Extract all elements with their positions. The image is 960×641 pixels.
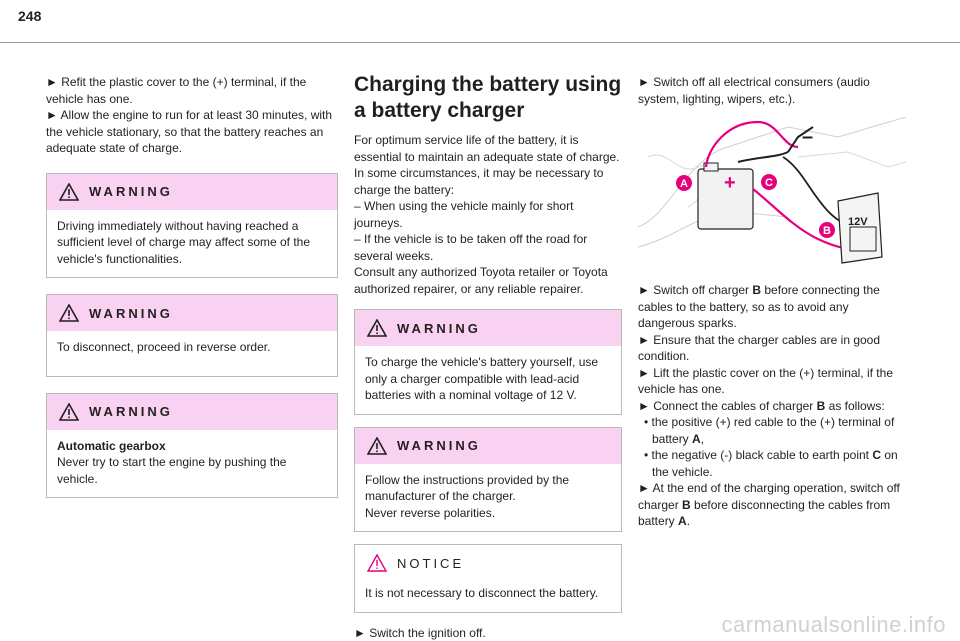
warning-header <box>47 394 337 430</box>
callout-b-label: B <box>823 225 831 237</box>
warning-triangle-icon <box>59 304 79 322</box>
list-item-negative-cable: • the negative (-) black cable to earth point C on the vehicle. <box>638 447 906 480</box>
warning-box-automatic-gearbox <box>46 393 338 499</box>
warning-triangle-icon <box>59 183 79 201</box>
column-left <box>46 74 338 498</box>
instruction-check-cables: ► Ensure that the charger cables are in good condition. <box>638 332 906 365</box>
list-item-positive-cable: • the positive (+) red cable to the (+) terminal of battery A, <box>638 414 906 447</box>
paragraph-consult: Consult any authorized Toyota retailer or Toyota authorized repairer, or any reliable repairer. <box>354 264 622 297</box>
warning-header <box>47 174 337 210</box>
warning-triangle-icon <box>367 319 387 337</box>
warning-body <box>47 430 337 498</box>
instruction-run-engine: ► Allow the engine to run for at least 30 minutes, with the vehicle stationary, so that the battery reaches an adequate state of charge. <box>46 107 338 157</box>
warning-header <box>355 428 621 464</box>
section-title: Charging the battery using a battery charger <box>354 72 622 124</box>
paragraph-service-life: For optimum service life of the battery, it is essential to maintain an adequate state of charge. <box>354 132 622 165</box>
charger-shape <box>838 193 882 263</box>
warning-label: WARNING <box>89 404 173 419</box>
notice-box <box>354 544 622 613</box>
warning-box-polarities <box>354 427 622 533</box>
callout-a-label: A <box>680 178 688 190</box>
charger-voltage-label: 12V <box>848 216 868 228</box>
warning-heading: Automatic gearbox <box>57 439 166 453</box>
negative-terminal-mark: – <box>802 126 813 148</box>
instruction-switch-off-charger: ► Switch off charger B before connecting the cables to the battery, so as to avoid any dangerous sparks. <box>638 282 906 332</box>
battery-charger-illustration <box>638 117 906 267</box>
column-right <box>638 74 906 530</box>
warning-text: Driving immediately without having reached a sufficient level of charge may affect some of the vehicle's functionalities. <box>47 210 337 278</box>
page-number: 248 <box>18 8 41 24</box>
paragraph-circumstances: In some circumstances, it may be necessary to charge the battery: <box>354 165 622 198</box>
instruction-connect-cables: ► Connect the cables of charger B as follows: <box>638 398 906 415</box>
warning-text-polarities: Never reverse polarities. <box>365 506 495 520</box>
notice-label: NOTICE <box>397 556 464 571</box>
warning-text: To disconnect, proceed in reverse order. <box>47 331 337 376</box>
warning-text-follow: Follow the instructions provided by the manufacturer of the charger. <box>365 473 569 504</box>
list-item-short-journeys: – When using the vehicle mainly for short journeys. <box>354 198 622 231</box>
instruction-refit-cover: ► Refit the plastic cover to the (+) terminal, if the vehicle has one. <box>46 74 338 107</box>
warning-header <box>355 310 621 346</box>
warning-triangle-icon <box>59 403 79 421</box>
instruction-switch-off-consumers: ► Switch off all electrical consumers (audio system, lighting, wipers, etc.). <box>638 74 906 107</box>
warning-box-disconnect <box>46 294 338 377</box>
list-item-off-road: – If the vehicle is to be taken off the road for several weeks. <box>354 231 622 264</box>
warning-header <box>47 295 337 331</box>
warning-body <box>355 464 621 532</box>
warning-text: Never try to start the engine by pushing the vehicle. <box>57 455 286 486</box>
warning-box-charge-level <box>46 173 338 279</box>
callout-c-label: C <box>765 177 773 189</box>
warning-box-charger-compatible <box>354 309 622 415</box>
instruction-end-charging: ► At the end of the charging operation, switch off charger B before disconnecting the cables from battery A. <box>638 480 906 530</box>
instruction-lift-cover: ► Lift the plastic cover on the (+) terminal, if the vehicle has one. <box>638 365 906 398</box>
warning-label: WARNING <box>397 321 481 336</box>
notice-triangle-icon <box>367 554 387 572</box>
notice-text: It is not necessary to disconnect the battery. <box>355 581 621 612</box>
warning-label: WARNING <box>89 184 173 199</box>
warning-text: To charge the vehicle's battery yourself, use only a charger compatible with lead-acid batteries with a nominal voltage of 12 V. <box>355 346 621 414</box>
instruction-ignition-off: ► Switch the ignition off. <box>354 625 622 641</box>
header-rule <box>0 42 960 43</box>
notice-header <box>355 545 621 581</box>
watermark: carmanualsonline.info <box>721 612 946 638</box>
warning-label: WARNING <box>89 306 173 321</box>
warning-label: WARNING <box>397 438 481 453</box>
warning-triangle-icon <box>367 437 387 455</box>
positive-terminal-mark: + <box>724 172 736 194</box>
column-middle <box>354 72 622 641</box>
